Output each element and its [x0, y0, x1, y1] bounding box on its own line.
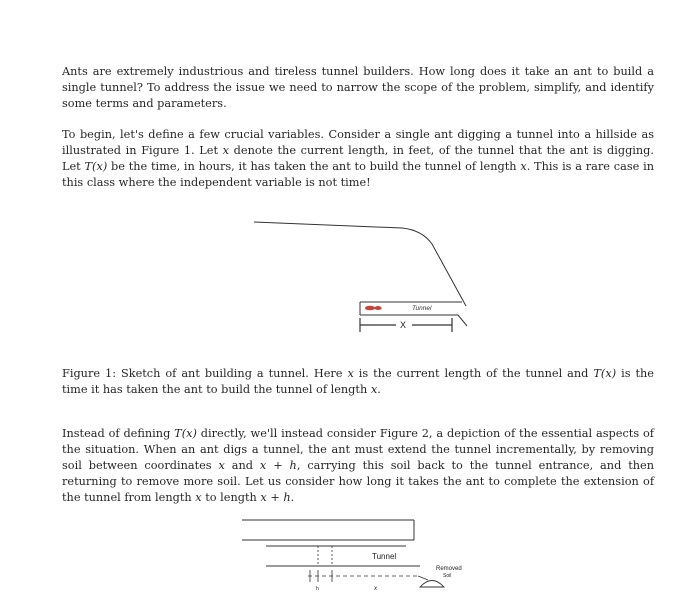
math-Tx: T(x)	[174, 427, 197, 440]
x-label: x	[374, 586, 377, 592]
soil-arrow	[418, 576, 428, 580]
figure-2-tunnel-extension	[240, 516, 480, 610]
removed-soil-label-1: Removed	[436, 566, 462, 572]
math-Tx: T(x)	[84, 160, 108, 173]
math-x: x	[520, 160, 527, 173]
text-fragment: be the time, in hours, it has taken the ant to build the tunnel of length	[107, 160, 521, 173]
math-x: x	[218, 459, 225, 472]
text-fragment: .	[377, 383, 381, 396]
hill-base	[458, 315, 467, 326]
hill-outline	[254, 222, 466, 306]
text-fragment: to length	[201, 491, 261, 504]
ant-icon	[365, 306, 382, 311]
text-fragment: and	[224, 459, 260, 472]
text-fragment: directly, we'll instead consider Figure 2, a depiction of the essential aspects of the situation. When an ant digs a tunnel, the ant must extend the tunnel incrementally, by removing soil between coordinates	[62, 427, 654, 472]
text-fragment: To begin, let's define a few crucial variables. Consider a single ant digging a tunnel into a hillside as illustrated in Figure 1. Let	[62, 128, 654, 157]
tunnel-label: Tunnel	[412, 305, 432, 312]
math-x: x	[195, 491, 202, 504]
figure-1-ant-tunnel-sketch	[252, 214, 482, 344]
tunnel-label: Tunnel	[372, 552, 397, 561]
intro-paragraph: Ants are extremely industrious and tireless tunnel builders. How long does it take an ant to build a single tunnel? To address the issue we need to narrow the scope of the problem, simplify, and identify some terms and parameters.	[62, 65, 654, 110]
variables-paragraph	[62, 127, 654, 191]
instead-paragraph	[62, 426, 654, 506]
text-fragment: Figure 1: Sketch of ant building a tunnel. Here	[62, 367, 348, 380]
text-fragment: denote the current length, in feet, of the tunnel that the ant is digging. Let	[62, 144, 655, 173]
math-x: x	[222, 144, 230, 157]
text-fragment: is the time it has taken the ant to build the tunnel of length	[62, 367, 654, 396]
h-label: h	[316, 586, 319, 592]
text-fragment: is the current length of the tunnel and	[353, 367, 594, 380]
math-x: x	[347, 367, 354, 380]
text-fragment: .	[290, 491, 295, 504]
text-fragment: Instead of defining	[62, 427, 175, 440]
removed-soil-label-2: Soil	[443, 573, 452, 579]
math-x: x	[370, 383, 378, 396]
math-x-plus-h: x + h	[259, 459, 297, 472]
math-x-plus-h: x + h	[260, 491, 291, 504]
x-length-label: X	[400, 320, 407, 330]
text-fragment: , carrying this soil back to the tunnel entrance, and then returning to remove more soil. Let us consider how long it takes the ant to complete the extension of the tunnel from length	[62, 459, 654, 504]
removed-soil-pile	[420, 581, 444, 588]
figure-1-caption	[62, 366, 654, 398]
math-Tx: T(x)	[593, 367, 617, 380]
text-fragment: . This is a rare case in this class where the independent variable is not time!	[62, 160, 654, 189]
